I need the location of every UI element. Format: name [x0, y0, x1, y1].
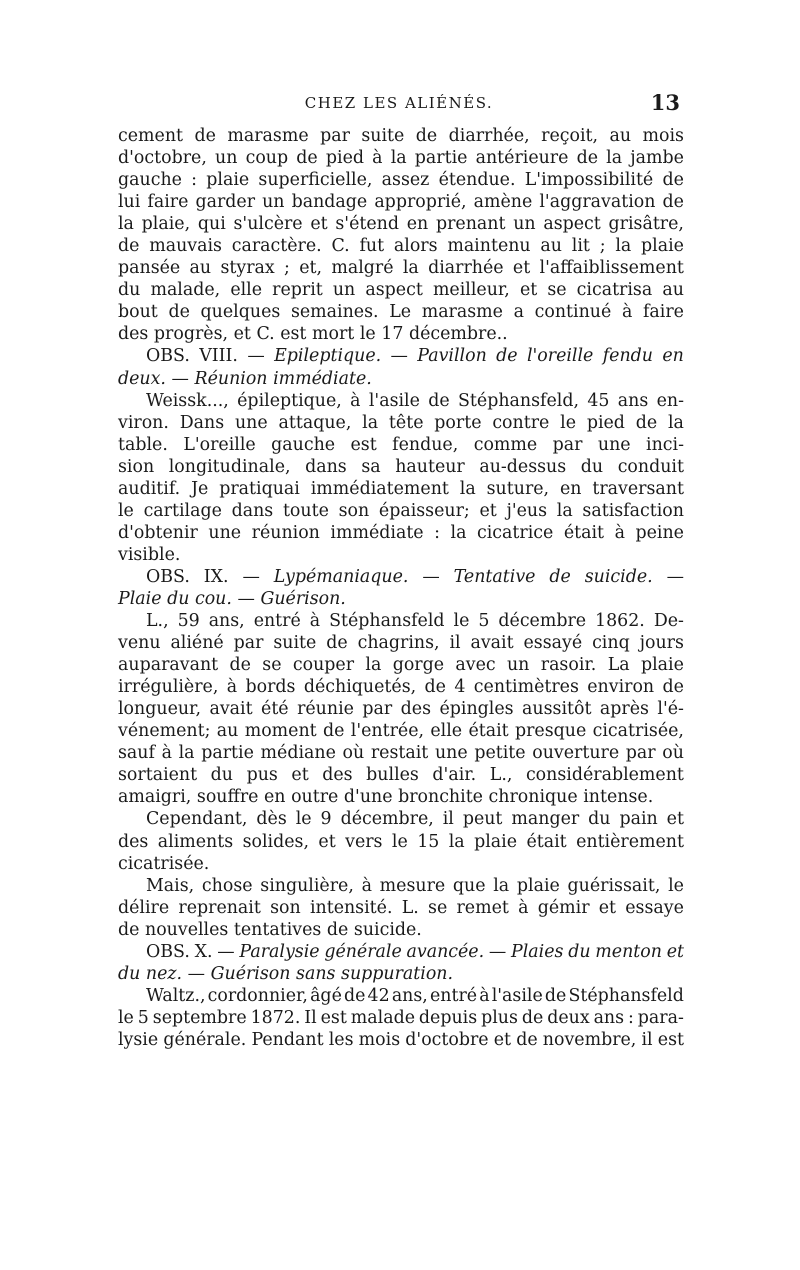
text-line: Cependant, dès le 9 décembre, il peut manger du pain et [146, 809, 684, 830]
text-line: la plaie, qui s'ulcère et s'étend en prenant un aspect grisâtre, [118, 214, 684, 235]
text-line: lui faire garder un bandage approprié, amène l'aggravation de [118, 192, 684, 213]
text-line: vénement; au moment de l'entrée, elle était presque cicatrisée, [118, 721, 684, 742]
text-line: Weissk..., épileptique, à l'asile de Stéphansfeld, 45 ans en- [146, 390, 684, 411]
text-line: Plaie du cou. — Guérison. [118, 588, 346, 609]
text-line: gauche : plaie superficielle, assez étendue. L'impossibilité de [118, 170, 684, 191]
text-line: des progrès, et C. est mort le 17 décembre.. [118, 324, 508, 345]
text-line: table. L'oreille gauche est fendue, comme par une inci- [118, 434, 684, 455]
text-line: OBS. VIII. — Epileptique. — Pavillon de l'oreille fendu en [146, 346, 684, 367]
text-line: sauf à la partie médiane où restait une petite ouverture par où [118, 743, 684, 764]
text-line: cement de marasme par suite de diarrhée, reçoit, au mois [118, 126, 684, 146]
running-title: CHEZ LES ALIÉNÉS. [304, 94, 494, 112]
text-line: cicatrisée. [118, 853, 210, 874]
text-line: longueur, avait été réunie par des épingles aussitôt après l'é- [118, 699, 684, 720]
text-line: d'octobre, un coup de pied à la partie antérieure de la jambe [118, 148, 684, 169]
text-line: sion longitudinale, dans sa hauteur au-dessus du conduit [118, 456, 684, 477]
text-line: sortaient du pus et des bulles d'air. L., considérablement [118, 765, 684, 786]
text-line: deux. — Réunion immédiate. [118, 368, 372, 389]
text-line: lysie générale. Pendant les mois d'octobre et de novembre, il est [118, 1029, 684, 1050]
text-line: viron. Dans une attaque, la tête porte contre le pied de la [118, 412, 684, 433]
text-line: le cartilage dans toute son épaisseur; et j'eus la satisfaction [118, 500, 684, 521]
text-line: visible. [118, 544, 181, 565]
text-line: OBS. X. — Paralysie générale avancée. — Plaies du menton et [146, 941, 684, 962]
text-line: de nouvelles tentatives de suicide. [118, 919, 422, 940]
text-line: délire reprenait son intensité. L. se remet à gémir et essaye [118, 897, 684, 918]
text-line: amaigri, souffre en outre d'une bronchite chronique intense. [118, 787, 654, 808]
text-line: pansée au styrax ; et, malgré la diarrhée et l'affaiblissement [118, 258, 684, 279]
body-text [118, 125, 684, 1051]
text-line: L., 59 ans, entré à Stéphansfeld le 5 décembre 1862. De- [146, 611, 684, 632]
text-line: bout de quelques semaines. Le marasme a continué à faire [118, 302, 684, 323]
text-line: le 5 septembre 1872. Il est malade depuis plus de deux ans : para- [118, 1007, 684, 1028]
text-line: OBS. IX. — Lypémaniaque. — Tentative de suicide. — [146, 566, 684, 587]
page-number: 13 [650, 90, 680, 115]
text-line: Waltz., cordonnier, âgé de 42 ans, entré à l'asile de Stéphansfeld [146, 985, 684, 1006]
text-line: des aliments solides, et vers le 15 la plaie était entièrement [118, 831, 684, 852]
text-line: du nez. — Guérison sans suppuration. [118, 963, 454, 984]
text-line: du malade, elle reprit un aspect meilleur, et se cicatrisa au [118, 280, 684, 301]
text-line: venu aliéné par suite de chagrins, il avait essayé cinq jours [118, 633, 684, 654]
text-line: d'obtenir une réunion immédiate : la cicatrice était à peine [118, 522, 684, 543]
text-line: auditif. Je pratiquai immédiatement la suture, en traversant [118, 478, 684, 499]
running-head [118, 90, 680, 116]
text-line: Mais, chose singulière, à mesure que la plaie guérissait, le [146, 875, 684, 896]
text-line: de mauvais caractère. C. fut alors maintenu au lit ; la plaie [118, 236, 684, 257]
text-line: auparavant de se couper la gorge avec un rasoir. La plaie [118, 655, 684, 676]
text-line: irrégulière, à bords déchiquetés, de 4 centimètres environ de [118, 677, 684, 698]
